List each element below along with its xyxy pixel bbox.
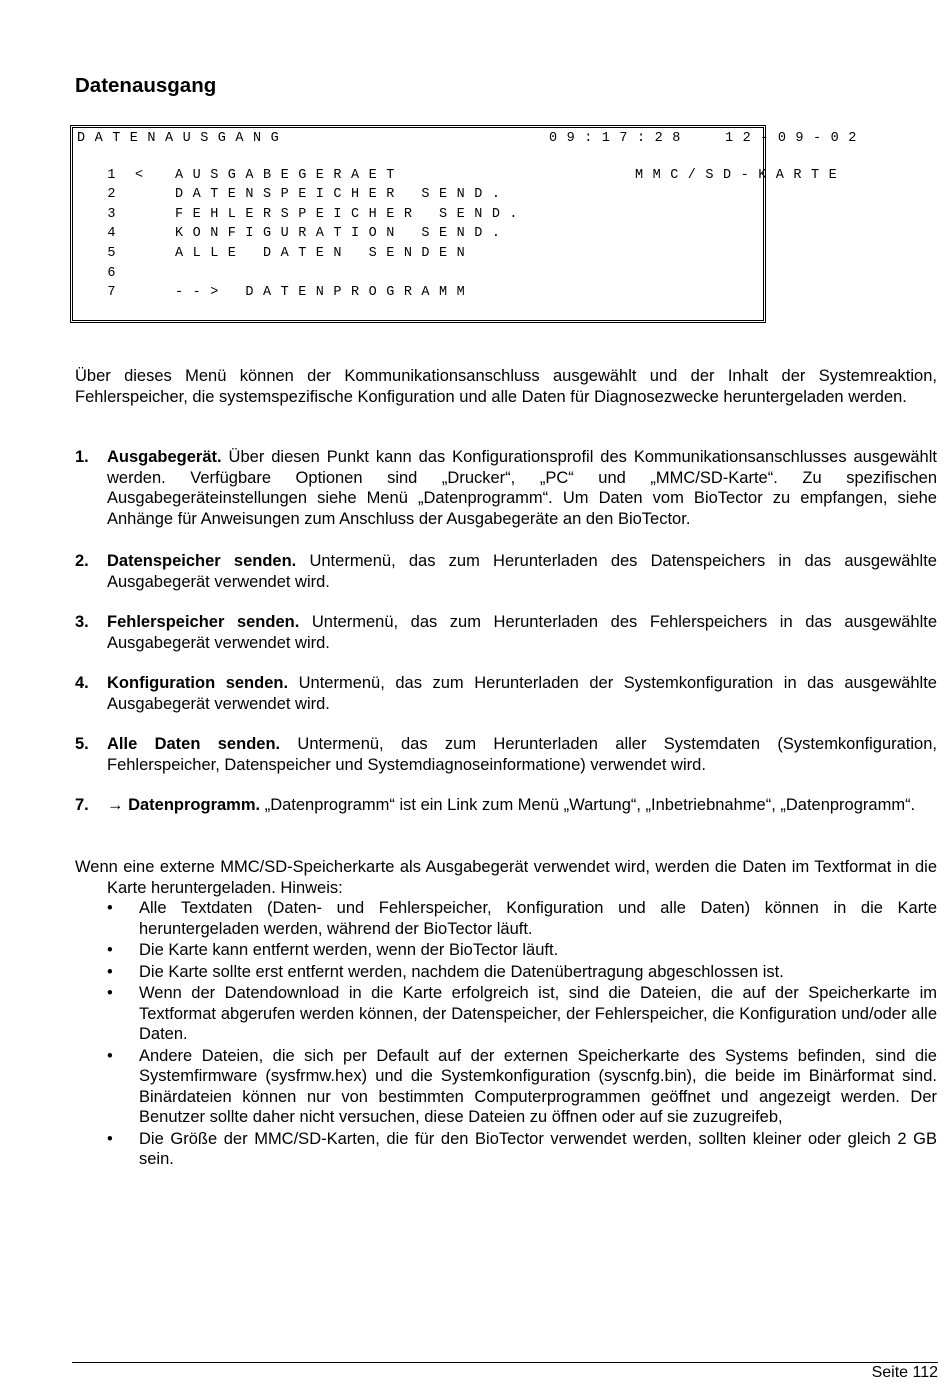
item-number: 5. xyxy=(75,735,89,753)
item-number: 3. xyxy=(75,613,89,631)
item-text: Untermenü, das zum Herunterladen der Systemkonfiguration in das ausgewählte Ausgabegerät verwendet wird. xyxy=(107,674,937,713)
item-title: Konfiguration senden. xyxy=(107,674,289,692)
menu-row[interactable] xyxy=(77,264,175,284)
list-item xyxy=(75,795,937,816)
item-number: 7. xyxy=(75,796,89,814)
item-title: Alle Daten senden. xyxy=(107,735,281,753)
menu-row-number: 6 xyxy=(107,266,125,281)
bullet-symbol: • xyxy=(107,899,113,917)
screen-title: DATENAUSGANG xyxy=(77,131,289,146)
menu-row-label: KONFIGURATION SEND. xyxy=(175,226,510,241)
list-item xyxy=(75,447,937,529)
page-number: Seite 112 xyxy=(871,1364,938,1381)
menu-row-label: DATENSPEICHER SEND. xyxy=(175,187,510,202)
bullet-item xyxy=(107,1129,937,1170)
bullet-symbol: • xyxy=(107,962,113,981)
list-item xyxy=(75,612,937,653)
menu-row[interactable] xyxy=(77,205,527,225)
bullet-text: Wenn der Datendownload in die Karte erfolgreich ist, sind die Dateien, die auf der Speicherkarte im Textformat abgerufen werden können, der Datenspeicher, der Fehlerspeicher, die Konfiguration und/oder alle Daten. xyxy=(139,984,937,1043)
menu-row[interactable] xyxy=(77,244,474,264)
item-text: Untermenü, das zum Herunterladen aller Systemdaten (Systemkonfiguration, Fehlerspeicher, Datenspeicher und Systemdiagnoseinformatione) verwendet wird. xyxy=(107,735,937,774)
menu-row-label: ALLE DATEN SENDEN xyxy=(175,246,475,261)
menu-row-label: --> DATENPROGRAMM xyxy=(175,285,475,300)
item-title: Ausgabegerät. xyxy=(107,448,222,466)
item-number: 4. xyxy=(75,674,89,692)
item-text: Über diesen Punkt kann das Konfigurationsprofil des Kommunikationsanschlusses ausgewählt werden. Verfügbare Optionen sind „Drucker“, „PC“ und „MMC/SD-Karte“. Zu spezifischen Ausgabegeräteinstellungen siehe Menü „Datenprogramm“. Um Daten vom BioTector zu empfangen, siehe Anhänge für Anweisungen zum Anschluss der Ausgabegeräte an den BioTector. xyxy=(107,448,937,528)
bullet-item xyxy=(107,983,937,1045)
bullet-text: Alle Textdaten (Daten- und Fehlerspeicher, Konfiguration und alle Daten) können in die Karte heruntergeladen werden, während der BioTector läuft. xyxy=(139,899,937,938)
menu-screen xyxy=(70,125,866,323)
bullet-text: Die Karte sollte erst entfernt werden, nachdem die Datenübertragung abgeschlossen ist. xyxy=(139,962,784,981)
list-item xyxy=(75,551,937,592)
page-title: Datenausgang xyxy=(75,74,217,97)
bullet-item xyxy=(107,1046,937,1128)
menu-row-number: 4 xyxy=(107,226,125,241)
list-item xyxy=(75,734,937,775)
menu-row[interactable] xyxy=(77,283,474,303)
menu-row-label: FEHLERSPEICHER SEND. xyxy=(175,207,528,222)
list-item xyxy=(75,673,937,714)
menu-row-marker: < xyxy=(135,168,153,183)
bullet-symbol: • xyxy=(107,1046,113,1065)
bullet-text: Andere Dateien, die sich per Default auf der externen Speicherkarte des Systems befinden, sind die Systemfirmware (sysfrmw.hex) und die Systemkonfiguration (syscnfg.bin), die beide im Binärformat sind. Binärdateien können nur von bestimmten Computerprogrammen geöffnet und angezeigt werden. Der Benutzer sollte daher nicht versuchen, diese Dateien zu öffnen oder auf sie zuzugreifeb, xyxy=(139,1046,937,1126)
item-number: 1. xyxy=(75,448,89,466)
bullet-item xyxy=(107,940,937,961)
item-text: Untermenü, das zum Herunterladen des Fehlerspeichers in das ausgewählte Ausgabegerät verwendet wird. xyxy=(107,613,938,652)
bullet-text: Die Größe der MMC/SD-Karten, die für den BioTector verwendet werden, sollten kleiner oder gleich 2 GB sein. xyxy=(139,1129,937,1168)
intro-paragraph: Über dieses Menü können der Kommunikationsanschluss ausgewählt und der Inhalt der Systemreaktion, Fehlerspeicher, die systemspezifische Konfiguration und alle Daten für Diagnosezwecke heruntergeladen werden. xyxy=(75,367,937,406)
menu-row-label: AUSGABEGERAET xyxy=(175,168,404,183)
menu-row[interactable] xyxy=(77,185,509,205)
note-paragraph: Wenn eine externe MMC/SD-Speicherkarte als Ausgabegerät verwendet wird, werden die Daten im Textformat in die Karte heruntergeladen. Hinweis: xyxy=(75,858,937,897)
screen-time: 09:17:28 12-09-02 xyxy=(549,131,866,146)
bullet-symbol: • xyxy=(107,1129,113,1148)
item-title: Fehlerspeicher senden. xyxy=(107,613,300,631)
item-title: → Datenprogramm. xyxy=(107,796,261,814)
bullet-symbol: • xyxy=(107,984,113,1002)
menu-row[interactable] xyxy=(77,166,404,186)
item-title: Datenspeicher senden. xyxy=(107,552,297,570)
bullet-symbol: • xyxy=(107,941,113,959)
bullet-item xyxy=(107,898,937,939)
item-text: „Datenprogramm“ ist ein Link zum Menü „Wartung“, „Inbetriebnahme“, „Datenprogramm“. xyxy=(260,796,916,814)
menu-row-number: 3 xyxy=(107,207,125,222)
bullet-list xyxy=(107,898,937,1171)
bullet-text: Die Karte kann entfernt werden, wenn der BioTector läuft. xyxy=(139,941,559,959)
menu-row-value: MMC/SD-KARTE xyxy=(635,168,847,183)
menu-row-number: 2 xyxy=(107,187,125,202)
menu-row-number: 1 xyxy=(107,168,125,183)
menu-row-number: 7 xyxy=(107,285,125,300)
footer-divider xyxy=(72,1362,938,1363)
bullet-item xyxy=(107,962,937,983)
menu-row[interactable] xyxy=(77,224,509,244)
menu-row-number: 5 xyxy=(107,246,125,261)
item-text: Untermenü, das zum Herunterladen des Datenspeichers in das ausgewählte Ausgabegerät verwendet wird. xyxy=(107,552,937,591)
item-number: 2. xyxy=(75,552,89,570)
